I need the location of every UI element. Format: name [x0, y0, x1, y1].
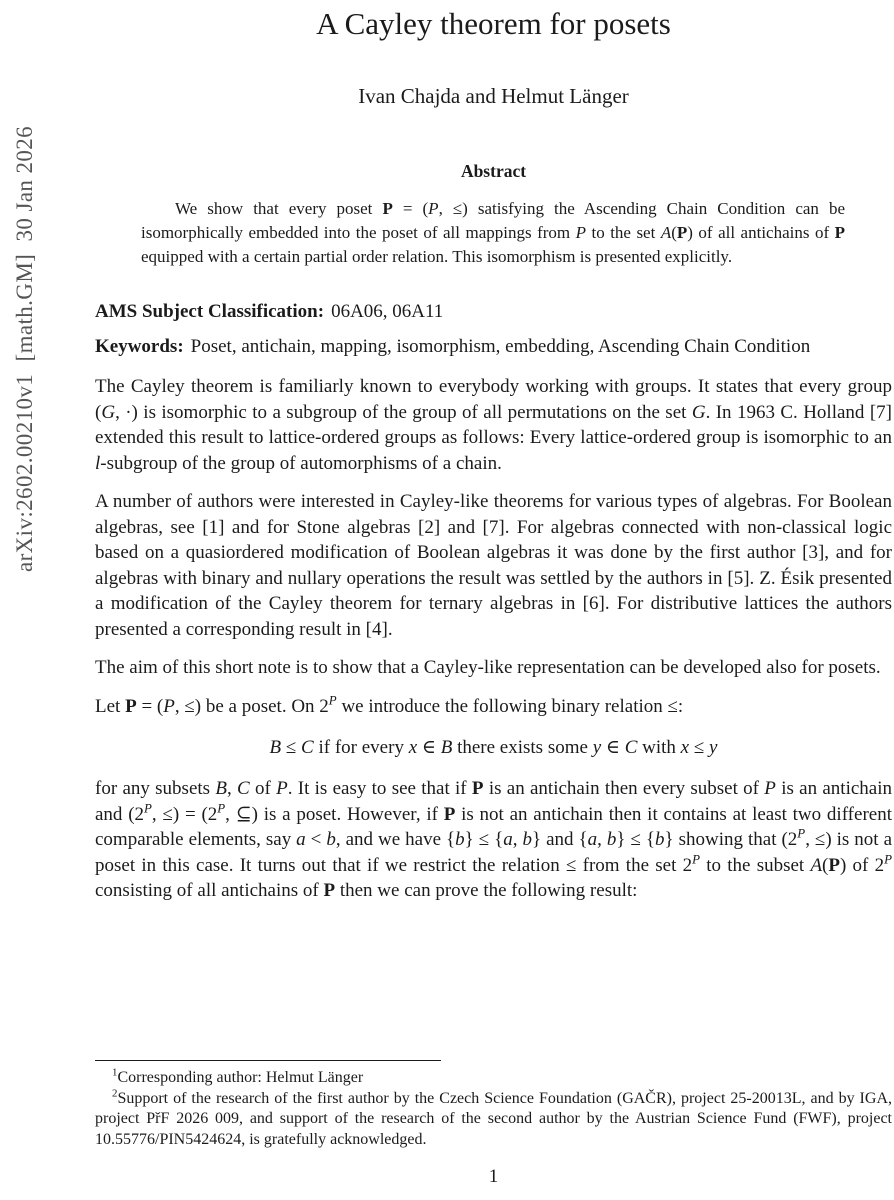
page-number: 1 [488, 1166, 499, 1187]
paper-title: A Cayley theorem for posets [316, 6, 671, 41]
paragraph-cayley-groups: The Cayley theorem is familiarly known to everybody working with groups. It states that every group (G, ·) is isomorphic to a subgroup of the group of all permutations on the set G. In 1963 C. Holland [7] extended this result to lattice-ordered groups as follows: Every lattice-ordered group is isomorphic to an l-subgroup of the group of automorphisms of a chain. [95, 376, 892, 474]
paragraph-definition: Let P = (P, ≤) be a poset. On $2^P$ we introduce the following binary relation ≤: [95, 692, 684, 717]
ams-classification-value: 06A06, 06A11 [331, 301, 444, 322]
paragraph-antichains: for any subsets B, C of P. It is easy to see that if P is an antichain then every subset of P is an antichain and ($2^P$, ≤) = ($2^P$, ⊆) is a poset. However, if P is not an antichain then it contains at least two different comparable elements, say a < b, and we have {b} ≤ {a, b} and {a, b} ≤ {b} showing that ($2^P$, ≤) is not a poset in this case. It turns out that if we restrict the relation ≤ from the set $2^P$ to the subset A(P) of $2^P$ consisting of all antichains of P then we can prove the following result: [95, 778, 893, 901]
ams-classification-label: AMS Subject Classification: [95, 301, 325, 322]
paper-content [95, 0, 892, 904]
paragraph-aim: The aim of this short note is to show that a Cayley-like representation can be developed also for posets. [95, 657, 881, 678]
footnotes-section [95, 1060, 892, 1150]
footnote-2: $^2$Support of the research of the first author by the Czech Science Foundation (GAČR), project 25-20013L, and by IGA, project PřF 2026 009, and support of the research of the second author by the Austrian Science Fund (FWF), project 10.55776/PIN5424624, is gratefully acknowledged. [95, 1087, 892, 1148]
keywords-line [95, 334, 892, 360]
display-equation: B ≤ C if for every x ∈ B there exists some y ∈ C with x ≤ y [269, 737, 718, 758]
ams-classification-line [95, 299, 892, 325]
keywords-label: Keywords: [95, 335, 184, 357]
abstract-text: We show that every poset P = (P, ≤) satisfying the Ascending Chain Condition can be isomorphically embedded into the poset of all mappings from P to the set A(P) of all antichains of P equipped with a certain partial order relation. This isomorphism is presented explicitly. [141, 199, 846, 266]
paper-authors: Ivan Chajda and Helmut Länger [358, 84, 629, 108]
abstract-heading: Abstract [460, 161, 527, 181]
paragraph-related-work: A number of authors were interested in Cayley-like theorems for various types of algebras. For Boolean algebras, see [1] and for Stone algebras [2] and [7]. For algebras connected with non-classical logic based on a quasiordered modification of Boolean algebras it was done by the first author [3], and for algebras with binary and nullary operations the result was settled by the authors in [5]. Z. Ésik presented a modification of the Cayley theorem for ternary algebras in [6]. For distributive lattices the authors presented a corresponding result in [4]. [95, 491, 892, 640]
footnote-1: $^1$Corresponding author: Helmut Länger [112, 1066, 364, 1086]
arxiv-watermark: arXiv:2602.00210v1 [math.GM] 30 Jan 2026 [12, 125, 37, 572]
footnote-rule [95, 1060, 441, 1061]
keywords-value: Poset, antichain, mapping, isomorphism, embedding, Ascending Chain Condition [190, 335, 811, 357]
